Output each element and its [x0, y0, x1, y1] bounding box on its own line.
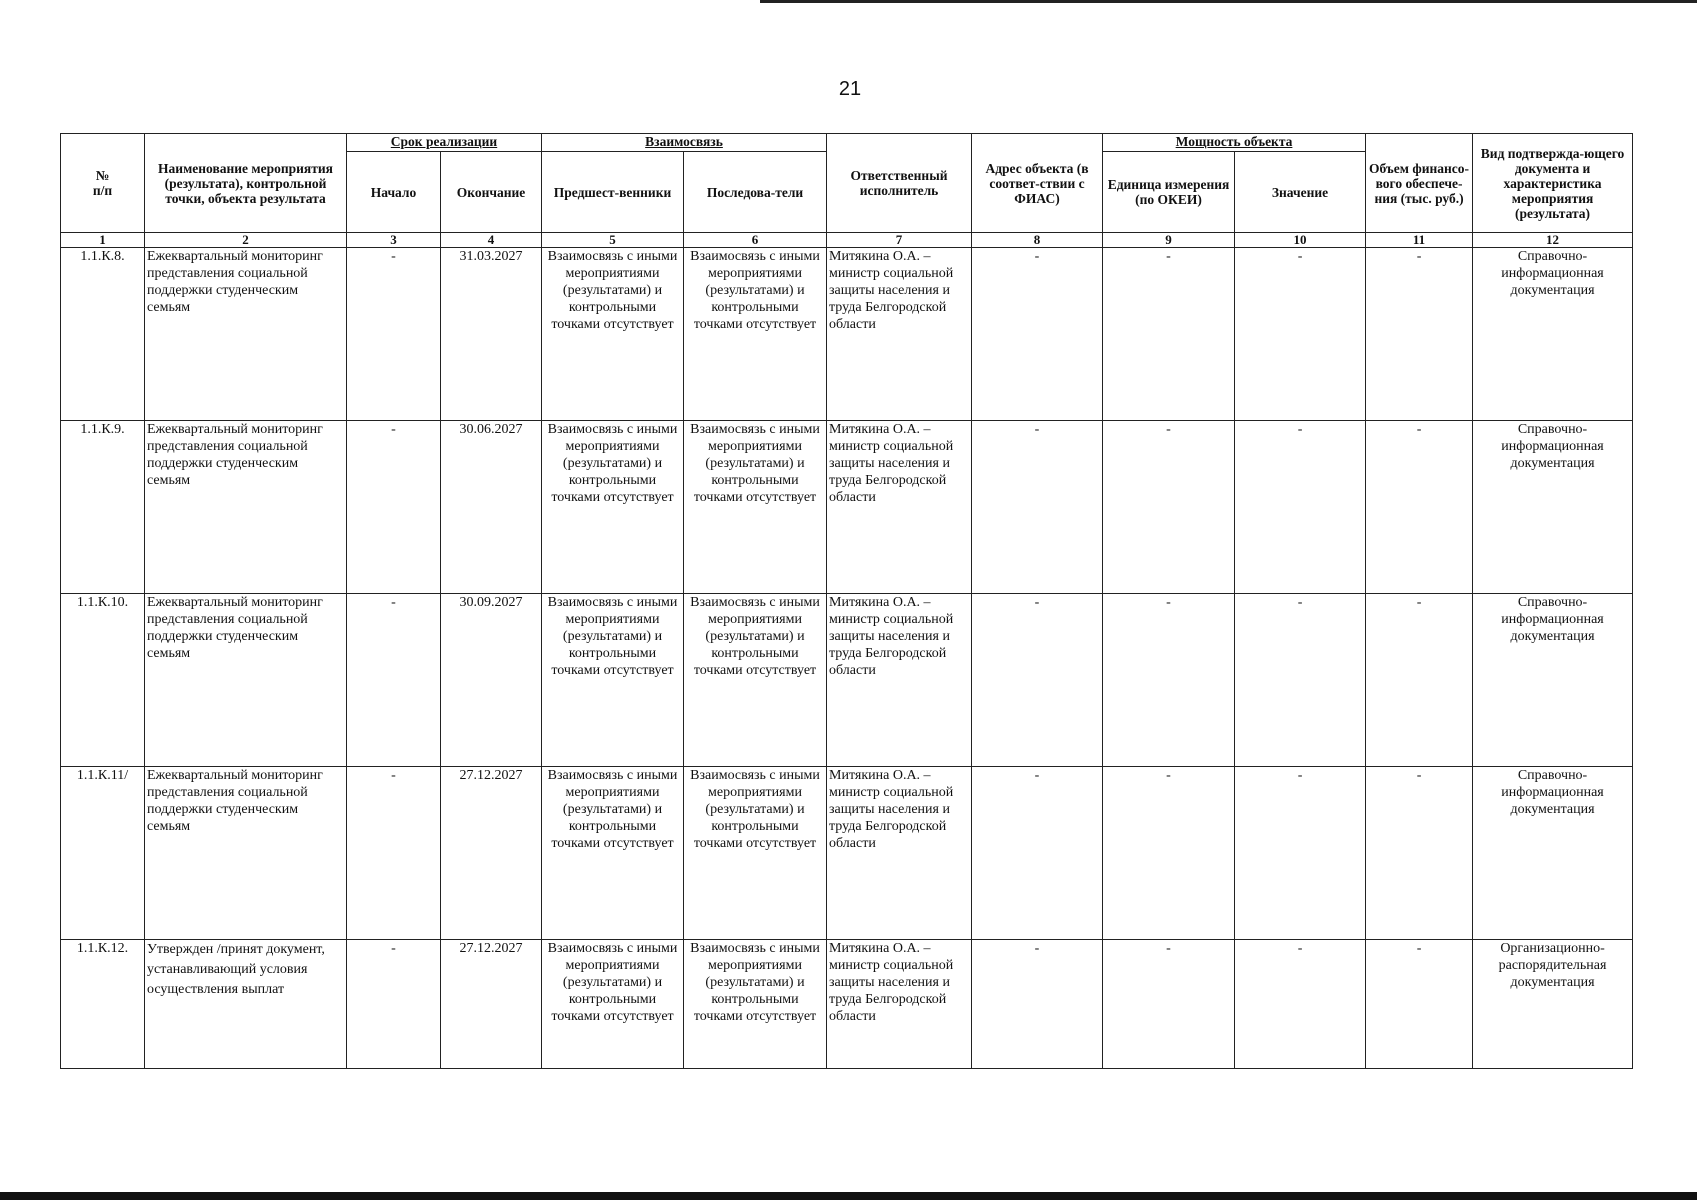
cell-funding: -	[1366, 248, 1473, 421]
column-number: 7	[827, 233, 972, 248]
column-number: 4	[441, 233, 542, 248]
cell-funding: -	[1366, 767, 1473, 940]
column-number: 10	[1235, 233, 1366, 248]
cell-num: 1.1.К.12.	[61, 940, 145, 1069]
cell-successors: Взаимосвязь с иными мероприятиями (результатами) и контрольными точками отсутствует	[684, 940, 827, 1069]
header-doc: Вид подтвержда-ющего документа и характеристика мероприятия (результата)	[1473, 134, 1633, 233]
cell-unit: -	[1103, 421, 1235, 594]
cell-responsible: Митякина О.А. – министр социальной защиты населения и труда Белгородской области	[827, 767, 972, 940]
cell-address: -	[972, 248, 1103, 421]
table-row	[61, 248, 1633, 421]
cell-funding: -	[1366, 594, 1473, 767]
cell-responsible: Митякина О.А. – министр социальной защиты населения и труда Белгородской области	[827, 421, 972, 594]
cell-num: 1.1.К.8.	[61, 248, 145, 421]
column-number: 1	[61, 233, 145, 248]
header-end: Окончание	[441, 152, 542, 233]
column-number: 5	[542, 233, 684, 248]
cell-responsible: Митякина О.А. – министр социальной защиты населения и труда Белгородской области	[827, 940, 972, 1069]
cell-end: 31.03.2027	[441, 248, 542, 421]
cell-value: -	[1235, 940, 1366, 1069]
page-number: 21	[838, 78, 862, 100]
cell-doc: Организационно-распорядительная документация	[1473, 940, 1633, 1069]
cell-unit: -	[1103, 594, 1235, 767]
cell-num: 1.1.К.10.	[61, 594, 145, 767]
header-capacity-group	[1103, 134, 1366, 152]
cell-doc: Справочно-информационная документация	[1473, 248, 1633, 421]
cell-end: 27.12.2027	[441, 767, 542, 940]
header-term-group	[347, 134, 542, 152]
cell-name: Ежеквартальный мониторинг представления социальной поддержки студенческим семьям	[145, 421, 347, 594]
cell-start: -	[347, 940, 441, 1069]
cell-funding: -	[1366, 421, 1473, 594]
cell-end: 30.06.2027	[441, 421, 542, 594]
cell-end: 30.09.2027	[441, 594, 542, 767]
cell-value: -	[1235, 594, 1366, 767]
header-capacity-group-label: Мощность объекта	[1175, 134, 1293, 149]
cell-name: Ежеквартальный мониторинг представления социальной поддержки студенческим семьям	[145, 594, 347, 767]
cell-value: -	[1235, 421, 1366, 594]
column-number: 11	[1366, 233, 1473, 248]
header-successors: Последова-тели	[684, 152, 827, 233]
cell-successors: Взаимосвязь с иными мероприятиями (результатами) и контрольными точками отсутствует	[684, 594, 827, 767]
bottom-scan-rule	[0, 1192, 1697, 1200]
cell-value: -	[1235, 248, 1366, 421]
cell-unit: -	[1103, 248, 1235, 421]
column-number: 3	[347, 233, 441, 248]
cell-predecessors: Взаимосвязь с иными мероприятиями (результатами) и контрольными точками отсутствует	[542, 594, 684, 767]
header-funding: Объем финансо-вого обеспече-ния (тыс. руб.)	[1366, 134, 1473, 233]
cell-end: 27.12.2027	[441, 940, 542, 1069]
cell-name: Ежеквартальный мониторинг представления социальной поддержки студенческим семьям	[145, 248, 347, 421]
header-start: Начало	[347, 152, 441, 233]
header-num: № п/п	[61, 134, 145, 233]
column-number: 6	[684, 233, 827, 248]
header-address: Адрес объекта (в соответ-ствии с ФИАС)	[972, 134, 1103, 233]
cell-successors: Взаимосвязь с иными мероприятиями (результатами) и контрольными точками отсутствует	[684, 767, 827, 940]
cell-address: -	[972, 940, 1103, 1069]
header-responsible: Ответственный исполнитель	[827, 134, 972, 233]
cell-doc: Справочно-информационная документация	[1473, 767, 1633, 940]
cell-responsible: Митякина О.А. – министр социальной защиты населения и труда Белгородской области	[827, 248, 972, 421]
cell-address: -	[972, 594, 1103, 767]
cell-name: Ежеквартальный мониторинг представления социальной поддержки студенческим семьям	[145, 767, 347, 940]
cell-start: -	[347, 767, 441, 940]
cell-start: -	[347, 594, 441, 767]
table-body	[61, 248, 1633, 1069]
cell-address: -	[972, 767, 1103, 940]
header-link-group	[542, 134, 827, 152]
cell-predecessors: Взаимосвязь с иными мероприятиями (результатами) и контрольными точками отсутствует	[542, 940, 684, 1069]
column-number: 8	[972, 233, 1103, 248]
column-number: 2	[145, 233, 347, 248]
table-header	[61, 134, 1633, 248]
header-name: Наименование мероприятия (результата), контрольной точки, объекта результата	[145, 134, 347, 233]
cell-doc: Справочно-информационная документация	[1473, 421, 1633, 594]
cell-predecessors: Взаимосвязь с иными мероприятиями (результатами) и контрольными точками отсутствует	[542, 248, 684, 421]
table-row	[61, 767, 1633, 940]
cell-value: -	[1235, 767, 1366, 940]
table-row	[61, 940, 1633, 1069]
header-term-group-label: Срок реализации	[390, 134, 498, 149]
cell-doc: Справочно-информационная документация	[1473, 594, 1633, 767]
table-row	[61, 421, 1633, 594]
top-scan-rule	[760, 0, 1697, 3]
cell-responsible: Митякина О.А. – министр социальной защиты населения и труда Белгородской области	[827, 594, 972, 767]
cell-address: -	[972, 421, 1103, 594]
cell-funding: -	[1366, 940, 1473, 1069]
cell-num: 1.1.К.11/	[61, 767, 145, 940]
cell-num: 1.1.К.9.	[61, 421, 145, 594]
column-number: 12	[1473, 233, 1633, 248]
table-row	[61, 594, 1633, 767]
cell-successors: Взаимосвязь с иными мероприятиями (результатами) и контрольными точками отсутствует	[684, 248, 827, 421]
cell-predecessors: Взаимосвязь с иными мероприятиями (результатами) и контрольными точками отсутствует	[542, 767, 684, 940]
plan-table	[60, 133, 1633, 1069]
cell-unit: -	[1103, 940, 1235, 1069]
cell-name: Утвержден /принят документ, устанавливающий условия осуществления выплат	[145, 940, 347, 1069]
cell-start: -	[347, 248, 441, 421]
header-value: Значение	[1235, 152, 1366, 233]
column-number-row	[61, 233, 1633, 248]
header-link-group-label: Взаимосвязь	[645, 134, 723, 149]
cell-predecessors: Взаимосвязь с иными мероприятиями (результатами) и контрольными точками отсутствует	[542, 421, 684, 594]
cell-unit: -	[1103, 767, 1235, 940]
column-number: 9	[1103, 233, 1235, 248]
header-predecessors: Предшест-венники	[542, 152, 684, 233]
cell-start: -	[347, 421, 441, 594]
cell-successors: Взаимосвязь с иными мероприятиями (результатами) и контрольными точками отсутствует	[684, 421, 827, 594]
header-unit: Единица измерения (по ОКЕИ)	[1103, 152, 1235, 233]
